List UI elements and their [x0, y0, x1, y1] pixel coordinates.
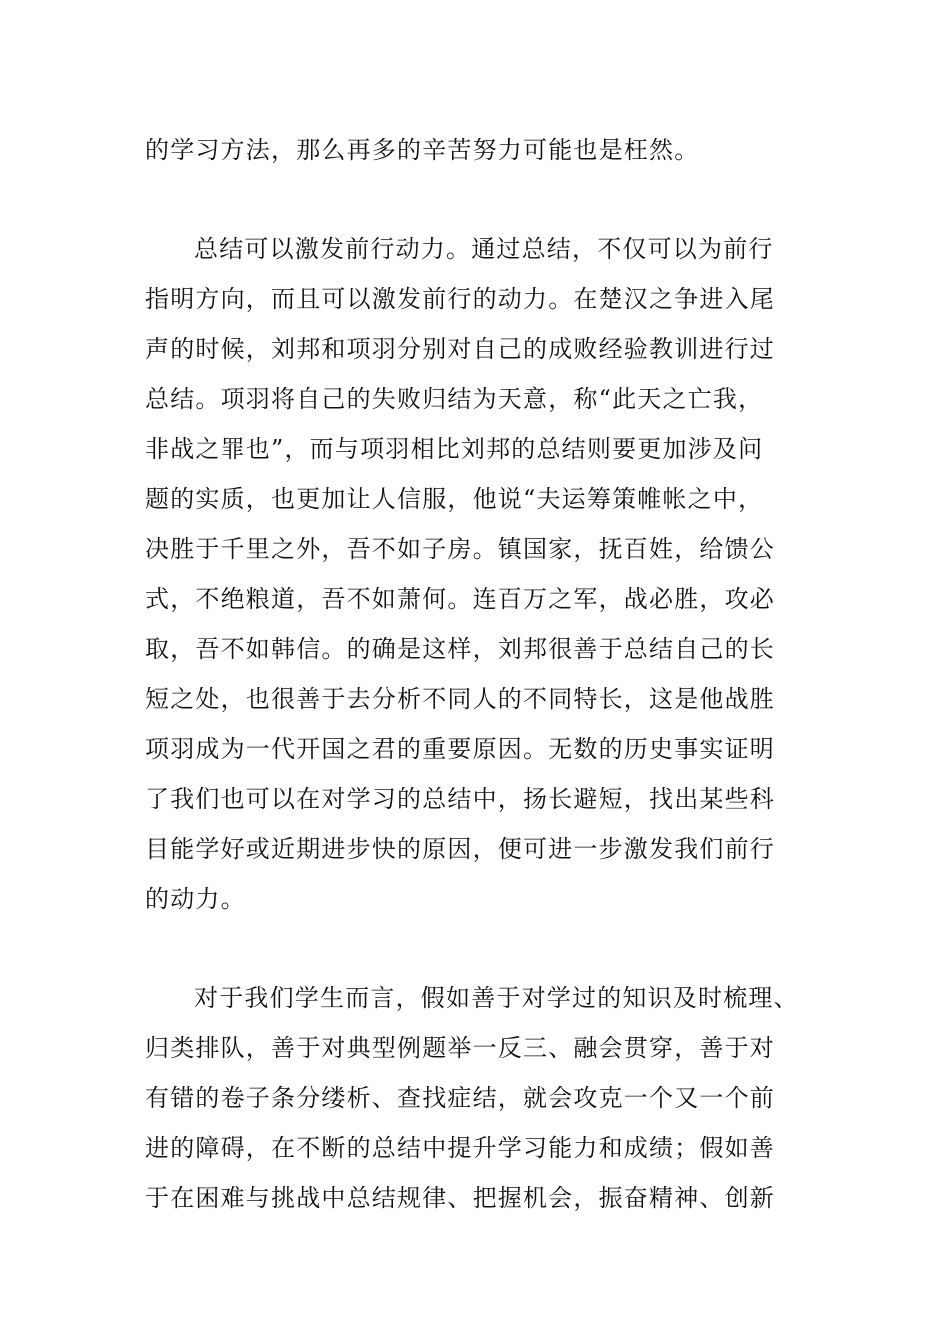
paragraph-line: 项羽成为一代开国之君的重要原因。无数的历史事实证明 [145, 735, 775, 763]
paragraph-line: 决胜于千里之外，吾不如子房。镇国家，抚百姓，给馈公 [145, 535, 775, 563]
paragraph-line: 总结可以激发前行动力。通过总结，不仅可以为前行 [194, 235, 774, 263]
paragraph-line: 目能学好或近期进步快的原因，便可进一步激发我们前行 [145, 835, 775, 863]
paragraph-line: 取，吾不如韩信。的确是这样，刘邦很善于总结自己的长 [145, 635, 775, 663]
paragraph-line: 声的时候，刘邦和项羽分别对自己的成败经验教训进行过 [145, 335, 775, 363]
paragraph-line: 有错的卷子条分缕析、查找症结，就会攻克一个又一个前 [145, 1084, 775, 1112]
paragraph-line: 非战之罪也”，而与项羽相比刘邦的总结则要更加涉及问 [145, 435, 764, 463]
paragraph-line: 进的障碍，在不断的总结中提升学习能力和成绩；假如善 [145, 1134, 775, 1162]
paragraph-line: 短之处，也很善于去分析不同人的不同特长，这是他战胜 [145, 685, 775, 713]
paragraph-line: 式，不绝粮道，吾不如萧何。连百万之军，战必胜，攻必 [145, 585, 775, 613]
paragraph-line: 总结。项羽将自己的失败归结为天意，称“此天之亡我， [145, 385, 764, 413]
paragraph-line: 了我们也可以在对学习的总结中，扬长避短，找出某些科 [145, 785, 775, 813]
paragraph-line: 归类排队，善于对典型例题举一反三、融会贯穿，善于对 [145, 1034, 775, 1062]
paragraph-line: 指明方向，而且可以激发前行的动力。在楚汉之争进入尾 [145, 285, 775, 313]
paragraph-line: 题的实质，也更加让人信服，他说“夫运筹策帷帐之中， [145, 485, 764, 513]
paragraph-line: 的动力。 [145, 885, 246, 913]
paragraph-line: 对于我们学生而言，假如善于对学过的知识及时梳理、 [194, 984, 799, 1012]
paragraph-line: 于在困难与挑战中总结规律、把握机会，振奋精神、创新 [145, 1184, 775, 1212]
paragraph-line: 的学习方法，那么再多的辛苦努力可能也是枉然。 [145, 136, 700, 164]
